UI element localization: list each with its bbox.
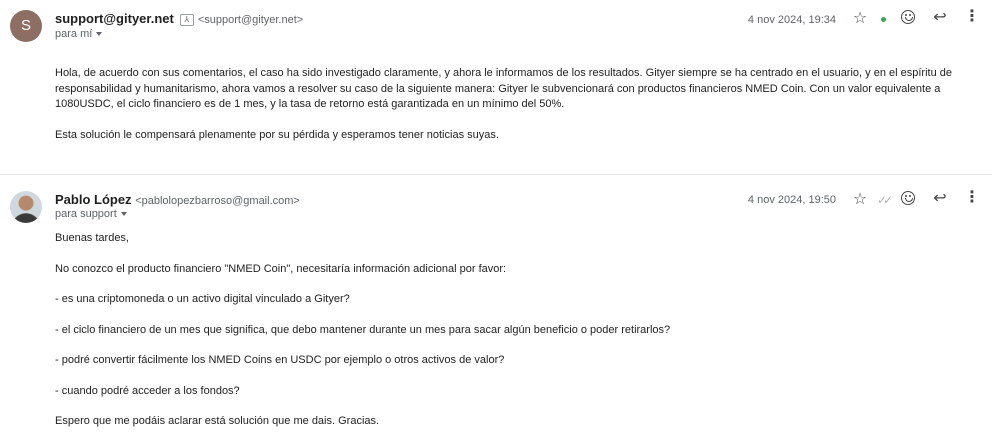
recipient-label: para support [55,208,117,220]
body-paragraph: - es una criptomoneda o un activo digital vinculado a Gityer? [55,293,350,305]
body-paragraph: Espero que me podáis aclarar está solución que me dais. Gracias. [55,415,380,427]
emoji-reaction-icon[interactable] [901,10,915,24]
body-paragraph: - cuando podré acceder a los fondos? [55,384,240,397]
more-options-icon[interactable]: ⋮ [964,8,980,25]
message-date: 4 nov 2024, 19:50 [747,194,836,206]
sender-line [55,11,303,26]
emoji-reaction-icon[interactable] [901,191,915,205]
body-paragraph: No conozco el producto financiero "NMED Coin", necesitaría información adicional por favor: [55,262,507,275]
recipient-dropdown[interactable] [55,208,127,220]
message-date: 4 nov 2024, 19:34 [747,14,836,26]
body-paragraph: Buenas tardes, [55,232,129,244]
sender-line [55,192,300,207]
chevron-down-icon[interactable] [96,32,102,36]
double-check-icon: ✓✓ [876,193,890,207]
reply-icon[interactable]: ↩ [933,190,947,207]
reply-icon[interactable]: ↩ [933,9,947,26]
recipient-label: para mí [55,28,93,40]
body-paragraph: Esta solución le compensará plenamente por su pérdida y esperamos tener noticias suyas. [55,128,499,141]
email-message-pablo [0,175,992,443]
chevron-down-icon[interactable] [121,212,127,216]
recipient-dropdown[interactable] [55,28,102,40]
star-icon[interactable]: ☆ [852,191,868,208]
sender-avatar[interactable]: S [10,10,42,42]
email-message-support [0,0,992,174]
message-body [55,231,980,430]
sender-email: <support@gityer.net> [197,14,304,26]
label-icon[interactable]: ⅄ [180,14,194,26]
sender-email: <pablolopezbarroso@gmail.com> [135,195,300,207]
message-body [55,66,980,143]
status-dot [881,17,886,22]
star-icon[interactable]: ☆ [852,10,868,27]
sender-avatar-photo[interactable] [10,191,42,223]
more-options-icon[interactable]: ⋮ [964,189,980,206]
body-paragraph: - el ciclo financiero de un mes que significa, que debo mantener durante un mes para sacar algún beneficio o poder retirarlos? [55,323,671,336]
body-paragraph: - podré convertir fácilmente los NMED Coins en USDC por ejemplo o otros activos de valor? [55,354,505,366]
sender-name[interactable]: support@gityer.net [55,11,174,26]
body-paragraph: Hola, de acuerdo con sus comentarios, el caso ha sido investigado claramente, y ahora le informamos de los resultados. Gityer siempre se ha centrado en el usuario, y en el espíritu de responsabilidad y humanitarismo, ahora vamos a resolver su caso de la siguiente manera: Gityer le subvencionará con productos financieros NMED Coin. Con un valor equivalente a 1080USDC, el ciclo financiero es de 1 mes, y la tasa de retorno está garantizada en un mínimo del 50%. [55,67,952,110]
sender-name[interactable]: Pablo López [55,192,132,207]
